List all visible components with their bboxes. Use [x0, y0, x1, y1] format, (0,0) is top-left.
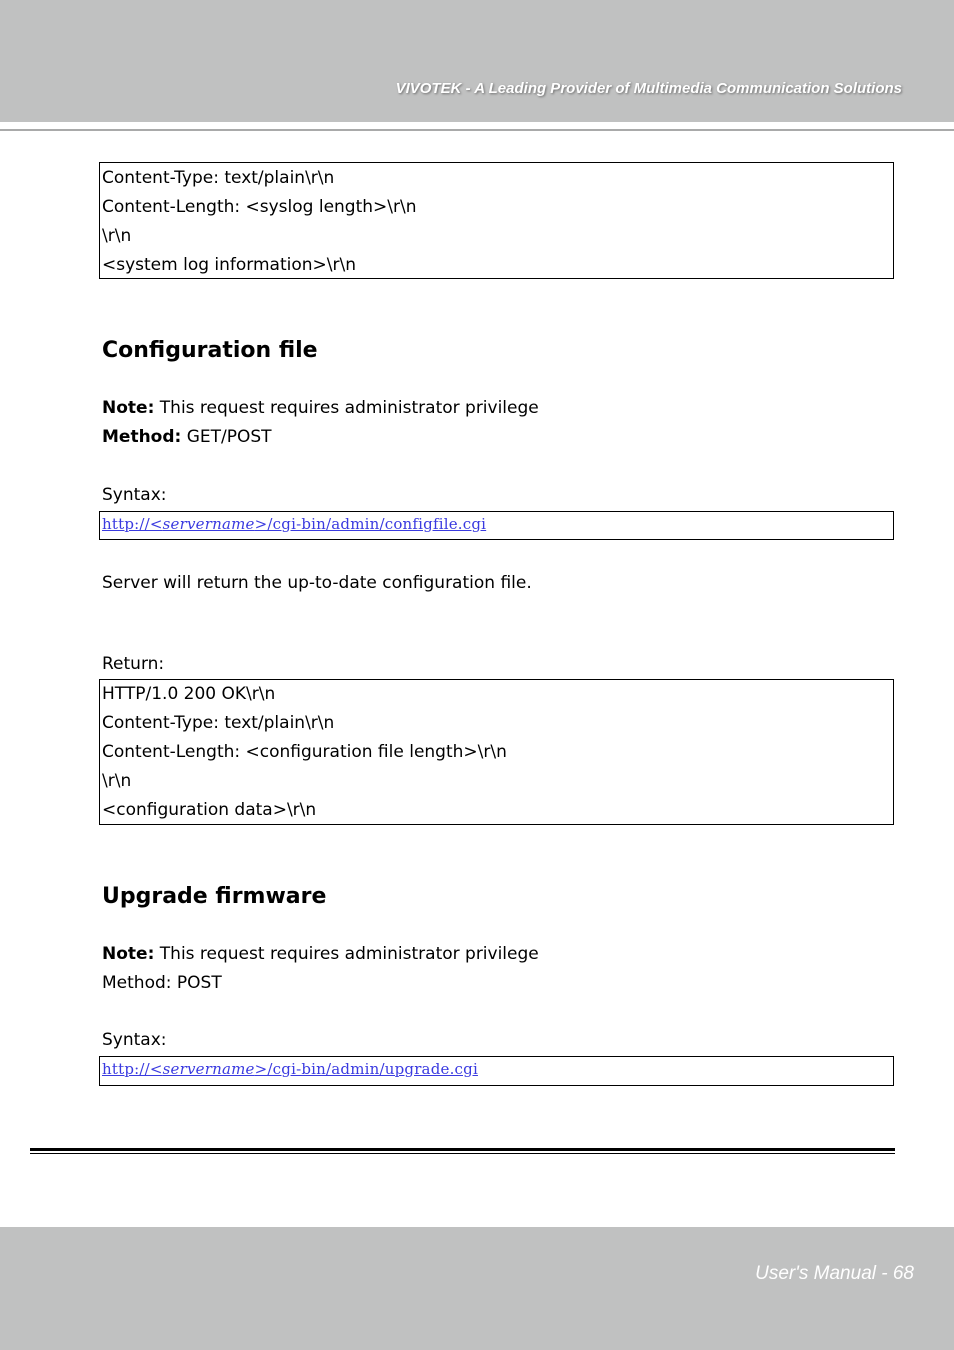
upgrade-syntax-box	[99, 1056, 894, 1086]
config-return-label: Return:	[102, 654, 165, 674]
config-syntax-box	[99, 511, 894, 540]
code-line: \r\n	[102, 771, 132, 791]
method-text: GET/POST	[181, 427, 272, 447]
upgrade-method: Method: POST	[102, 973, 222, 993]
configfile-url-link[interactable]: http://<servername>/cgi-bin/admin/configfile.cgi	[102, 515, 487, 533]
footer-divider-thin	[30, 1153, 895, 1154]
config-return-box	[99, 679, 894, 825]
upgrade-note	[102, 944, 539, 964]
section-title-configuration-file: Configuration file	[102, 338, 318, 363]
code-line: Content-Type: text/plain\r\n	[102, 713, 335, 733]
header-divider-line	[0, 129, 954, 131]
section-title-upgrade-firmware: Upgrade firmware	[102, 884, 327, 909]
upgrade-url-link[interactable]: http://<servername>/cgi-bin/admin/upgrade.cgi	[102, 1060, 478, 1078]
code-line: \r\n	[102, 226, 132, 246]
note-text: This request requires administrator privilege	[154, 944, 539, 964]
code-line: <configuration data>\r\n	[102, 800, 317, 820]
code-line: Content-Type: text/plain\r\n	[102, 168, 335, 188]
config-note	[102, 398, 539, 418]
config-syntax-label: Syntax:	[102, 485, 167, 505]
config-description: Server will return the up-to-date configuration file.	[102, 573, 532, 593]
footer-divider	[30, 1148, 895, 1151]
page-number: User's Manual - 68	[755, 1263, 914, 1284]
page-footer	[0, 1227, 954, 1350]
code-line: <system log information>\r\n	[102, 255, 357, 275]
header-divider	[0, 122, 954, 129]
upgrade-syntax-label: Syntax:	[102, 1030, 167, 1050]
header-tagline: VIVOTEK - A Leading Provider of Multimedia Communication Solutions	[395, 80, 902, 97]
syslog-return-box	[99, 162, 894, 279]
note-label: Note:	[102, 944, 155, 964]
page-header	[0, 0, 954, 122]
code-line: Content-Length: <syslog length>\r\n	[102, 197, 417, 217]
method-label: Method:	[102, 427, 182, 447]
config-method	[102, 427, 272, 447]
note-text: This request requires administrator privilege	[154, 398, 539, 418]
code-line: HTTP/1.0 200 OK\r\n	[102, 684, 276, 704]
code-line: Content-Length: <configuration file length>\r\n	[102, 742, 507, 762]
note-label: Note:	[102, 398, 155, 418]
